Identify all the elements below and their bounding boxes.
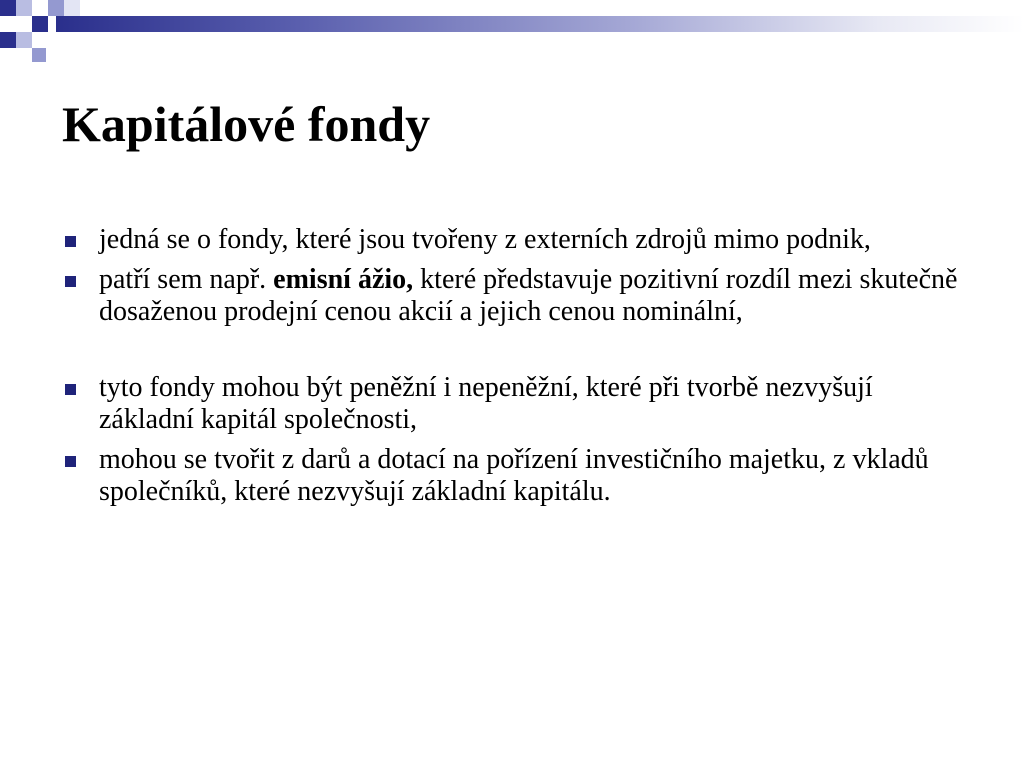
bullet-text-bold: emisní ážio, xyxy=(273,264,414,295)
square-bullet-icon xyxy=(65,236,76,247)
header-gradient-bar xyxy=(56,16,1024,32)
bullet-text-after: které představuje pozitivní rozdíl mezi skutečně dosaženou prodejní cenou akcií a jejich cenou nominální, xyxy=(99,264,958,327)
slide-title: Kapitálové fondy xyxy=(62,96,431,152)
bullet-item xyxy=(62,264,962,328)
decor-square xyxy=(32,16,48,32)
decor-square xyxy=(32,48,46,62)
decor-square xyxy=(32,0,48,16)
decor-square xyxy=(0,32,16,48)
bullet-item xyxy=(62,444,962,508)
square-bullet-icon xyxy=(65,276,76,287)
decor-square xyxy=(0,0,16,16)
decor-square xyxy=(32,32,48,48)
square-bullet-icon xyxy=(65,384,76,395)
decor-square xyxy=(48,0,64,16)
bullet-item xyxy=(62,224,962,256)
bullet-list xyxy=(62,224,962,516)
bullet-text: tyto fondy mohou být peněžní i nepeněžní, které při tvorbě nezvyšují základní kapitál společnosti, xyxy=(99,372,873,435)
bullet-text: jedná se o fondy, které jsou tvořeny z externích zdrojů mimo podnik, xyxy=(99,224,871,255)
bullet-text: mohou se tvořit z darů a dotací na pořízení investičního majetku, z vkladů společníků, které nezvyšují základní kapitálu. xyxy=(99,444,929,507)
decor-square xyxy=(16,32,32,48)
decor-square xyxy=(16,0,32,16)
square-bullet-icon xyxy=(65,456,76,467)
bullet-item xyxy=(62,372,962,436)
bullet-text-before: patří sem např. xyxy=(99,264,274,295)
decor-square xyxy=(16,16,32,32)
decor-square xyxy=(64,0,80,16)
